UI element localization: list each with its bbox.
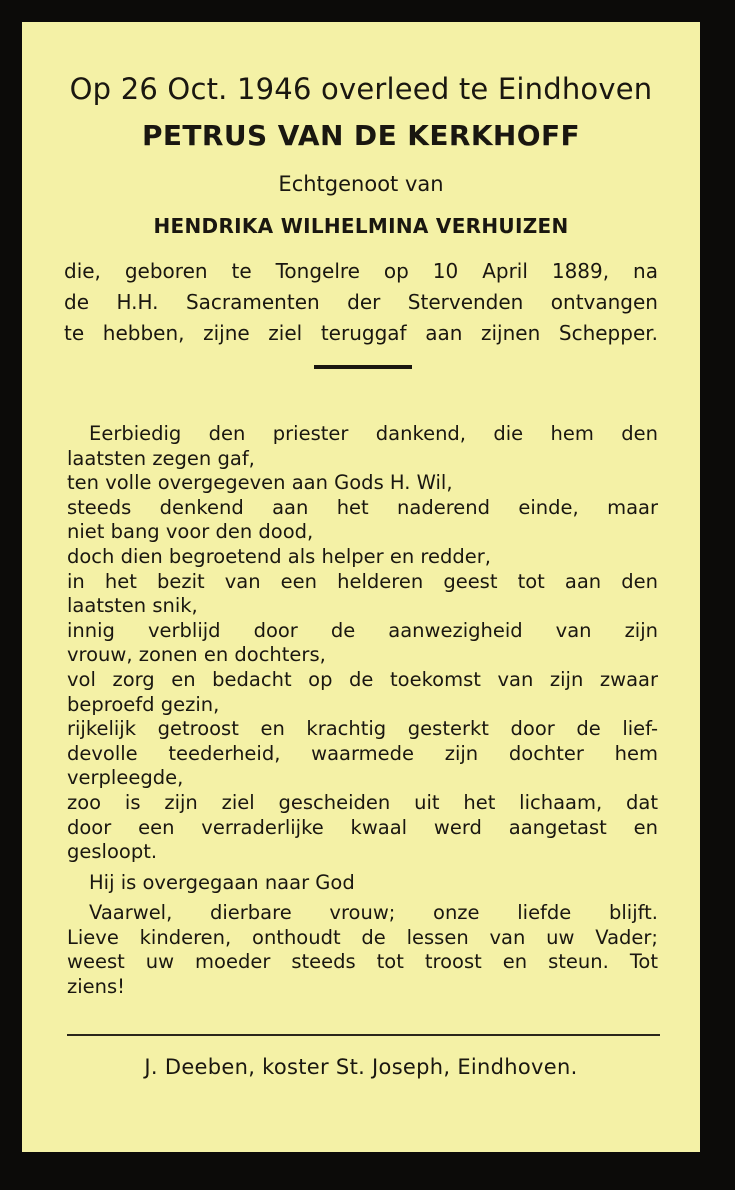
tribute-line: weest uw moeder steeds tot troost en steun. Tot [67, 950, 658, 974]
tribute-line: vrouw, zonen en dochters, [67, 643, 326, 667]
spouse-label: Echtgenoot van [278, 172, 444, 196]
tribute-line: verpleegde, [67, 766, 184, 790]
tribute-line: ziens! [67, 975, 125, 999]
tribute-line: in het bezit van een helderen geest tot aan den [67, 569, 658, 593]
memorial-card [22, 22, 700, 1152]
tribute-line: Hij is overgegaan naar God [89, 870, 355, 894]
bio-line: de H.H. Sacramenten der Stervenden ontvangen [64, 290, 658, 314]
tribute-line: ten volle overgegeven aan Gods H. Wil, [67, 471, 453, 495]
death-announcement: Op 26 Oct. 1946 overleed te Eindhoven [69, 72, 653, 106]
tribute-line: devolle teederheid, waarmede zijn dochter hem [67, 741, 658, 765]
tribute-line: zoo is zijn ziel gescheiden uit het lichaam, dat [67, 790, 658, 814]
biography [64, 256, 658, 349]
bio-line: te hebben, zijne ziel teruggaf aan zijnen Schepper. [64, 321, 658, 345]
tribute-line: door een verraderlijke kwaal werd aangetast en [67, 815, 658, 839]
tribute-text [67, 422, 658, 1000]
tribute-line: innig verblijd door de aanwezigheid van zijn [67, 618, 658, 642]
tribute-line: beproefd gezin, [67, 692, 220, 716]
tribute-line: Eerbiedig den priester dankend, die hem den [89, 422, 658, 445]
divider-long [67, 1034, 660, 1036]
tribute-line: laatsten zegen gaf, [67, 446, 255, 470]
tribute-line: Lieve kinderen, onthoudt de lessen van uw Vader; [67, 925, 658, 949]
tribute-line: Vaarwel, dierbare vrouw; onze liefde blijft. [89, 901, 658, 925]
tribute-line: niet bang voor den dood, [67, 520, 314, 544]
printer-credit: J. Deeben, koster St. Joseph, Eindhoven. [144, 1055, 578, 1079]
divider-short [314, 365, 412, 369]
bio-line: die, geboren te Tongelre op 10 April 1889, na [64, 259, 658, 283]
deceased-name: PETRUS VAN DE KERKHOFF [141, 119, 581, 152]
spouse-name: HENDRIKA WILHELMINA VERHUIZEN [153, 214, 569, 238]
tribute-line: steeds denkend aan het naderend einde, maar [67, 495, 658, 519]
tribute-line: vol zorg en bedacht op de toekomst van zijn zwaar [67, 667, 658, 691]
tribute-line: doch dien begroetend als helper en redder, [67, 544, 491, 568]
tribute-line: rijkelijk getroost en krachtig gesterkt door de lief- [67, 717, 658, 741]
tribute-line: gesloopt. [67, 840, 158, 864]
tribute-line: laatsten snik, [67, 594, 198, 618]
